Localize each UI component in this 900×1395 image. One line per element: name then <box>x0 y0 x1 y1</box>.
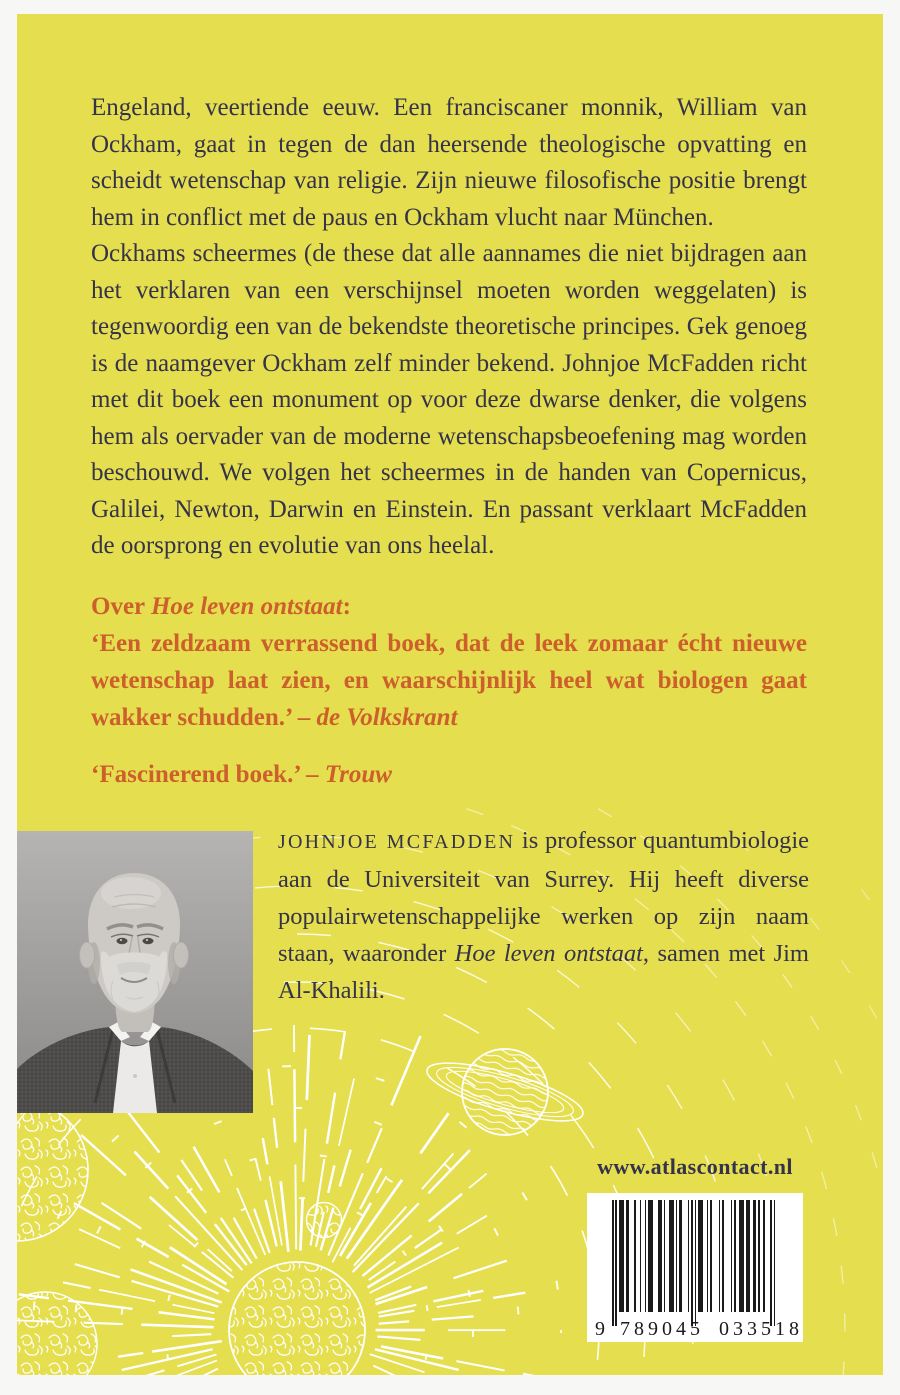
synopsis-paragraph-1: Engeland, veertiende eeuw. Een franciscaner monnik, William van Ockham, gaat in tegen de dan heersende theologische opvatting en scheidt wetenschap van religie. Zijn nieuwe filosofische positie brengt hem in conflict met de paus en Ockham vlucht naar München. <box>91 94 807 231</box>
quotes-heading <box>91 588 807 625</box>
barcode-lead-digit: 9 <box>595 1318 609 1340</box>
quote-trouw-text: ‘Fascinerend boek.’ – <box>91 761 325 788</box>
author-bio-tail: , samen met Jim Al-Khalili. <box>278 940 809 1004</box>
author-name: JOHNJOE MCFADDEN <box>278 831 516 853</box>
barcode-bars <box>612 1200 775 1326</box>
author-bio <box>278 822 809 1009</box>
planet-small <box>307 1203 342 1238</box>
quotes-heading-prefix: Over <box>91 593 151 620</box>
quotes-heading-suffix: : <box>342 593 351 620</box>
synopsis <box>91 90 807 565</box>
press-quotes <box>91 588 807 793</box>
author-photo <box>17 831 253 1113</box>
saturn <box>415 1028 594 1155</box>
barcode-group-2: 033518 <box>719 1318 803 1340</box>
quote-trouw <box>91 756 807 793</box>
publisher-url: www.atlascontact.nl <box>597 1154 793 1179</box>
cover-panel <box>17 14 883 1375</box>
quote-volkskrant-source: de Volkskrant <box>316 704 458 731</box>
barcode <box>587 1193 803 1342</box>
quote-volkskrant <box>91 625 807 736</box>
planet-corner <box>17 1292 97 1375</box>
synopsis-paragraph-2: Ockhams scheermes (de these dat alle aannames die niet bijdragen aan het verklaren van een verschijnsel moeten worden weggelaten) is tegenwoordig een van de bekendste theoretische principes. Gek genoeg is de naamgever Ockham zelf minder bekend. Johnjoe McFadden richt met dit boek een monument op voor deze dwarse denker, die volgens hem als oervader van de moderne wetenschapsbeoefening mag worden beschouwd. We volgen het scheermes in de handen van Copernicus, Galilei, Newton, Darwin en Einstein. En passant verklaart McFadden de oorsprong en evolutie van ons heelal. <box>91 240 807 559</box>
author-bio-text: is professor quantumbiologie aan de Universiteit van Surrey. Hij heeft diverse populairwetenschappelijke werken op zijn naam staan, waaronder <box>278 827 809 967</box>
sun <box>229 1262 365 1375</box>
author-bio-book-title: Hoe leven ontstaat <box>454 940 643 967</box>
barcode-digits <box>587 1319 803 1339</box>
quote-volkskrant-text: ‘Een zeldzaam verrassend boek, dat de leek zomaar écht nieuwe wetenschap laat zien, en waarschijnlijk heel wat biologen gaat wakker schudden.’ – <box>91 630 807 731</box>
barcode-group-1: 789045 <box>620 1318 704 1340</box>
quotes-heading-book-title: Hoe leven ontstaat <box>150 593 343 620</box>
planet-left <box>17 1099 88 1241</box>
quote-trouw-source: Trouw <box>324 761 392 788</box>
